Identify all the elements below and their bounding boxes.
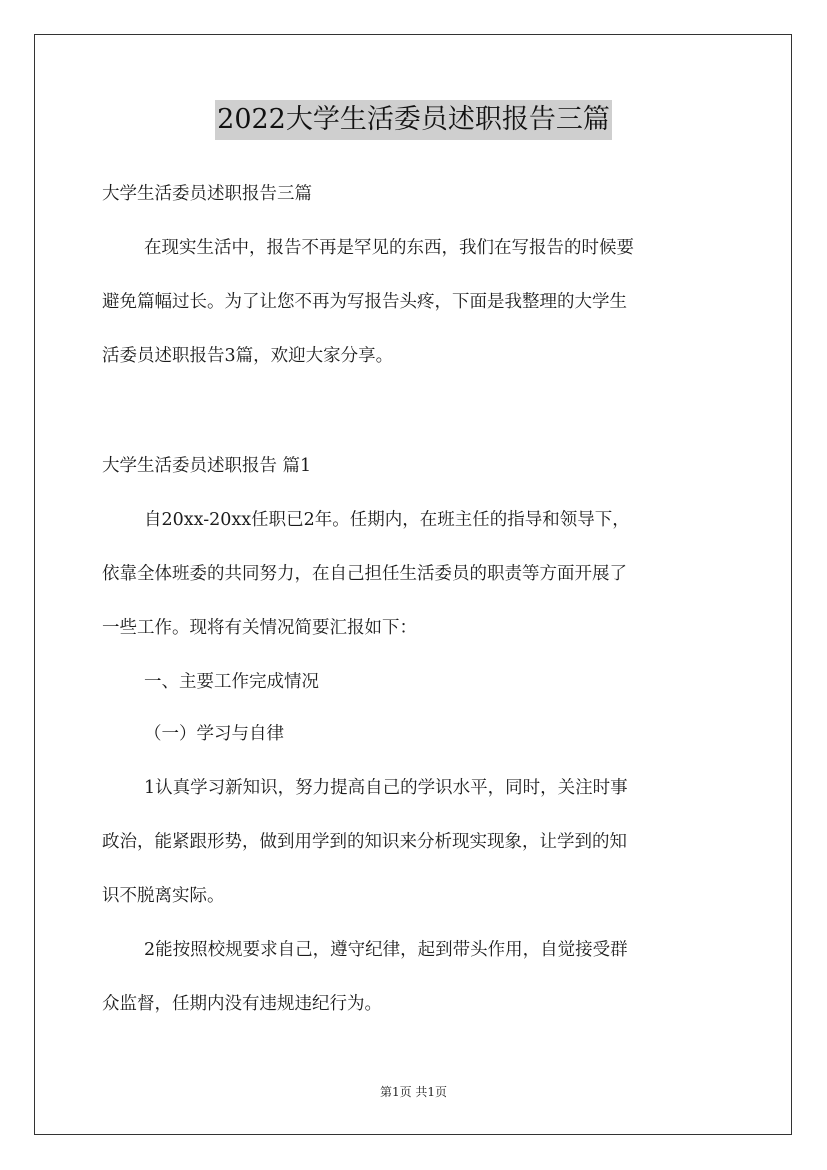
- section-title: 大学生活委员述职报告 篇1: [102, 456, 312, 476]
- page-number-footer: 第1页 共1页: [379, 1085, 448, 1099]
- section-body-line-1: 自20xx-20xx任职已2年。任期内，在班主任的指导和领导下，: [144, 510, 630, 530]
- item-2-line-1: 2能按照校规要求自己，遵守纪律，起到带头作用，自觉接受群: [144, 940, 628, 960]
- intro-line-1: 在现实生活中，报告不再是罕见的东西，我们在写报告的时候要: [144, 238, 634, 258]
- section-body-line-2: 依靠全体班委的共同努力，在自己担任生活委员的职责等方面开展了: [102, 564, 627, 584]
- document-title: 2022大学生活委员述职报告三篇: [215, 100, 612, 140]
- intro-line-2: 避免篇幅过长。为了让您不再为写报告头疼，下面是我整理的大学生: [102, 292, 627, 312]
- heading-study-discipline: （一）学习与自律: [144, 724, 284, 744]
- title-container: [0, 100, 827, 140]
- section-body-line-3: 一些工作。现将有关情况简要汇报如下：: [102, 618, 417, 638]
- heading-main-work: 一、主要工作完成情况: [144, 672, 319, 692]
- intro-line-3: 活委员述职报告3篇，欢迎大家分享。: [102, 346, 394, 366]
- item-1-line-1: 1认真学习新知识，努力提高自己的学识水平，同时，关注时事: [144, 778, 628, 798]
- document-subtitle: 大学生活委员述职报告三篇: [102, 184, 312, 204]
- item-1-line-2: 政治，能紧跟形势，做到用学到的知识来分析现实现象，让学到的知: [102, 832, 627, 852]
- item-2-line-2: 众监督，任期内没有违规违纪行为。: [102, 994, 382, 1014]
- item-1-line-3: 识不脱离实际。: [102, 886, 225, 906]
